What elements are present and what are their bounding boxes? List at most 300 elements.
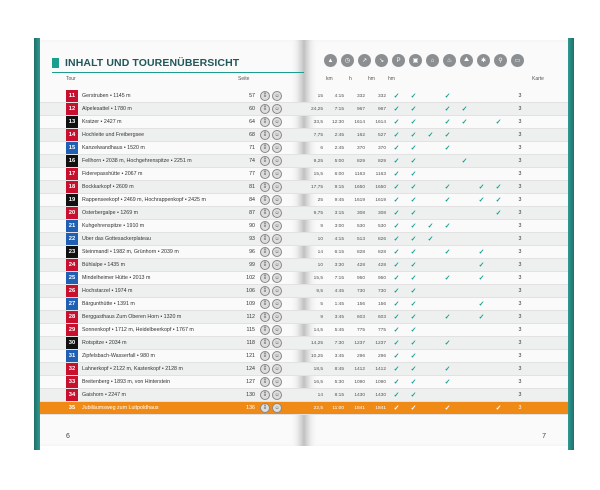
check-icon: ✓ bbox=[495, 210, 502, 217]
tour-stat: 8:45 bbox=[334, 366, 344, 372]
tour-stats-row bbox=[304, 142, 568, 155]
tour-number-badge: 12 bbox=[66, 103, 78, 115]
tour-row[interactable] bbox=[40, 376, 304, 389]
tour-name: Fiderepasshütte • 2067 m bbox=[82, 171, 143, 177]
difficulty-icon: ⁑ bbox=[260, 403, 270, 413]
season-icon: ☺ bbox=[272, 403, 282, 413]
tour-stat: 33,5 bbox=[313, 119, 323, 125]
tour-row[interactable] bbox=[40, 142, 304, 155]
page-title: INHALT UND TOURENÜBERSICHT bbox=[65, 57, 240, 69]
tour-page: 57 bbox=[249, 93, 255, 99]
check-icon: ✓ bbox=[410, 106, 417, 113]
tour-row[interactable] bbox=[40, 233, 304, 246]
tour-stat: 1841 bbox=[375, 405, 386, 411]
tour-number-badge: 31 bbox=[66, 350, 78, 362]
tour-map: 3 bbox=[518, 275, 522, 281]
tour-row[interactable] bbox=[40, 272, 304, 285]
check-icon: ✓ bbox=[393, 106, 400, 113]
tour-row[interactable] bbox=[40, 194, 304, 207]
check-icon: ✓ bbox=[427, 132, 434, 139]
tour-row[interactable] bbox=[40, 168, 304, 181]
tour-stat: 156 bbox=[356, 301, 365, 307]
tour-page: 68 bbox=[249, 132, 255, 138]
tour-stat: 1619 bbox=[375, 197, 386, 203]
tour-row[interactable] bbox=[40, 311, 304, 324]
tour-stats-row bbox=[304, 155, 568, 168]
tour-stats-row bbox=[304, 337, 568, 350]
tour-stat: 370 bbox=[377, 145, 386, 151]
tour-stat: 4:15 bbox=[334, 93, 344, 99]
check-icon: ✓ bbox=[393, 93, 400, 100]
difficulty-icon: ⁑ bbox=[260, 195, 270, 205]
check-icon: ✓ bbox=[393, 184, 400, 191]
check-icon: ✓ bbox=[444, 275, 451, 282]
tour-stat: 9:15 bbox=[334, 184, 344, 190]
tour-stat: 1090 bbox=[375, 379, 386, 385]
tour-map: 3 bbox=[518, 327, 522, 333]
difficulty-icon: ⁑ bbox=[260, 143, 270, 153]
tour-stats-row bbox=[304, 324, 568, 337]
tour-stats-row bbox=[304, 233, 568, 246]
tour-number-badge: 20 bbox=[66, 207, 78, 219]
tour-stat: 3:15 bbox=[334, 210, 344, 216]
tour-name: Jubiläumsweg zum Luitpoldhaus bbox=[82, 405, 159, 411]
tour-stat: 1090 bbox=[354, 379, 365, 385]
check-icon: ✓ bbox=[478, 249, 485, 256]
tour-stat: 7,75 bbox=[313, 132, 323, 138]
check-icon: ✓ bbox=[410, 405, 417, 412]
tour-map: 3 bbox=[518, 353, 522, 359]
tour-stat: 428 bbox=[356, 262, 365, 268]
check-icon: ✓ bbox=[444, 249, 451, 256]
tour-page: 121 bbox=[246, 353, 255, 359]
tour-stats-row bbox=[304, 376, 568, 389]
tour-number-badge: 19 bbox=[66, 194, 78, 206]
difficulty-icon: ⁑ bbox=[260, 260, 270, 270]
tour-stats-row bbox=[304, 168, 568, 181]
tour-stat: 3:45 bbox=[334, 353, 344, 359]
tour-map: 3 bbox=[518, 379, 522, 385]
tour-stat: 2:45 bbox=[334, 145, 344, 151]
tour-stat: 2:45 bbox=[334, 132, 344, 138]
tour-stat: 950 bbox=[356, 275, 365, 281]
tour-row[interactable] bbox=[40, 389, 304, 402]
check-icon: ✓ bbox=[410, 145, 417, 152]
tour-stats-row bbox=[304, 259, 568, 272]
check-icon: ✓ bbox=[393, 171, 400, 178]
tour-number-badge: 33 bbox=[66, 376, 78, 388]
check-icon: ✓ bbox=[393, 405, 400, 412]
tour-map: 3 bbox=[518, 145, 522, 151]
tour-name: Alpelesattel • 1780 m bbox=[82, 106, 132, 112]
tour-stat: 829 bbox=[356, 158, 365, 164]
difficulty-icon: ⁑ bbox=[260, 351, 270, 361]
check-icon: ✓ bbox=[444, 223, 451, 230]
difficulty-icon: ⁑ bbox=[260, 104, 270, 114]
tour-row[interactable] bbox=[40, 103, 304, 116]
season-icon: ☺ bbox=[272, 143, 282, 153]
tour-stat: 5:00 bbox=[334, 158, 344, 164]
tour-stat: 296 bbox=[377, 353, 386, 359]
tour-stat: 14,5 bbox=[313, 327, 323, 333]
col-h-header: h bbox=[349, 76, 352, 82]
tour-stat: 730 bbox=[377, 288, 386, 294]
tour-stat: 428 bbox=[377, 262, 386, 268]
tour-name: Berggasthaus Zum Oberen Horn • 1320 m bbox=[82, 314, 182, 320]
season-icon: ☺ bbox=[272, 260, 282, 270]
tour-map: 3 bbox=[518, 197, 522, 203]
tour-stat: 7:15 bbox=[334, 106, 344, 112]
check-icon: ✓ bbox=[393, 249, 400, 256]
tour-stat: 15,5 bbox=[313, 275, 323, 281]
check-icon: ✓ bbox=[461, 106, 468, 113]
check-icon: ✓ bbox=[444, 145, 451, 152]
tour-number-badge: 24 bbox=[66, 259, 78, 271]
tour-name: Mindelheimer Hütte • 2013 m bbox=[82, 275, 151, 281]
tour-stat: 730 bbox=[356, 288, 365, 294]
check-icon: ✓ bbox=[393, 366, 400, 373]
tour-page: 109 bbox=[246, 301, 255, 307]
difficulty-icon: ⁑ bbox=[260, 390, 270, 400]
difficulty-icon: ⁑ bbox=[260, 273, 270, 283]
tour-page: 96 bbox=[249, 249, 255, 255]
check-icon: ✓ bbox=[495, 119, 502, 126]
tour-page: 106 bbox=[246, 288, 255, 294]
tour-row[interactable] bbox=[40, 129, 304, 142]
difficulty-icon: ⁑ bbox=[260, 234, 270, 244]
tour-name: Fellhorn • 2038 m, Hochgehrenspitze • 2251 m bbox=[82, 158, 192, 164]
tour-stat: 5:45 bbox=[334, 327, 344, 333]
check-icon: ✓ bbox=[444, 379, 451, 386]
check-icon: ✓ bbox=[410, 223, 417, 230]
tour-stat: 1237 bbox=[354, 340, 365, 346]
check-icon: ✓ bbox=[410, 184, 417, 191]
tour-map: 3 bbox=[518, 262, 522, 268]
tour-stat: 308 bbox=[356, 210, 365, 216]
tour-map: 3 bbox=[518, 210, 522, 216]
right-page bbox=[304, 40, 568, 446]
tour-stats-row bbox=[304, 207, 568, 220]
tour-number-badge: 23 bbox=[66, 246, 78, 258]
tour-map: 3 bbox=[518, 314, 522, 320]
check-icon: ✓ bbox=[410, 314, 417, 321]
tour-map: 3 bbox=[518, 405, 522, 411]
tour-stat: 25 bbox=[317, 197, 323, 203]
tour-map: 3 bbox=[518, 119, 522, 125]
page-number-right: 7 bbox=[542, 433, 546, 440]
tour-stat: 15 bbox=[317, 93, 323, 99]
tour-page: 84 bbox=[249, 197, 255, 203]
tour-row[interactable] bbox=[40, 324, 304, 337]
tour-stat: 967 bbox=[377, 106, 386, 112]
tour-page: 87 bbox=[249, 210, 255, 216]
tour-name: Über das Gottesackerplateau bbox=[82, 236, 151, 242]
difficulty-icon: ⁑ bbox=[260, 377, 270, 387]
tour-stat: 9,75 bbox=[313, 210, 323, 216]
tour-row[interactable] bbox=[40, 350, 304, 363]
tour-stat: 1430 bbox=[354, 392, 365, 398]
check-icon: ✓ bbox=[444, 184, 451, 191]
bus-icon: ▣ bbox=[409, 54, 422, 67]
check-icon: ✓ bbox=[410, 210, 417, 217]
tour-number-badge: 26 bbox=[66, 285, 78, 297]
section-heading bbox=[52, 57, 239, 69]
difficulty-icon: ⁑ bbox=[260, 130, 270, 140]
tour-page: 99 bbox=[249, 262, 255, 268]
difficulty-icon: ⁑ bbox=[260, 182, 270, 192]
tour-stats-row bbox=[304, 246, 568, 259]
season-icon: ☺ bbox=[272, 286, 282, 296]
tour-row[interactable] bbox=[40, 298, 304, 311]
check-icon: ✓ bbox=[410, 275, 417, 282]
snow-icon: ✱ bbox=[477, 54, 490, 67]
tour-row[interactable] bbox=[40, 285, 304, 298]
check-icon: ✓ bbox=[410, 366, 417, 373]
check-icon: ✓ bbox=[495, 405, 502, 412]
tour-stat: 18,5 bbox=[313, 366, 323, 372]
check-icon: ✓ bbox=[393, 275, 400, 282]
tour-stat: 3:00 bbox=[334, 223, 344, 229]
tour-row[interactable] bbox=[40, 402, 304, 415]
check-icon: ✓ bbox=[461, 158, 468, 165]
season-icon: ☺ bbox=[272, 338, 282, 348]
season-icon: ☺ bbox=[272, 377, 282, 387]
check-icon: ✓ bbox=[495, 197, 502, 204]
tour-stat: 603 bbox=[377, 314, 386, 320]
tour-stat: 1412 bbox=[354, 366, 365, 372]
tour-map: 3 bbox=[518, 366, 522, 372]
tour-row[interactable] bbox=[40, 116, 304, 129]
tour-stat: 14 bbox=[317, 392, 323, 398]
check-icon: ✓ bbox=[495, 184, 502, 191]
tour-stat: 1:45 bbox=[334, 301, 344, 307]
tour-page: 118 bbox=[246, 340, 255, 346]
tour-page: 93 bbox=[249, 236, 255, 242]
check-icon: ✓ bbox=[393, 301, 400, 308]
tour-stat: 828 bbox=[356, 249, 365, 255]
tour-stat: 4:45 bbox=[334, 288, 344, 294]
check-icon: ✓ bbox=[393, 158, 400, 165]
tour-number-badge: 27 bbox=[66, 298, 78, 310]
tour-stat: 530 bbox=[356, 223, 365, 229]
tour-stat: 7:30 bbox=[334, 340, 344, 346]
difficulty-icon: ⁑ bbox=[260, 364, 270, 374]
tour-row[interactable] bbox=[40, 363, 304, 376]
check-icon: ✓ bbox=[444, 340, 451, 347]
tour-stat: 10 bbox=[317, 236, 323, 242]
season-icon: ☺ bbox=[272, 182, 282, 192]
tour-stat: 1614 bbox=[354, 119, 365, 125]
check-icon: ✓ bbox=[410, 353, 417, 360]
heading-marker bbox=[52, 58, 59, 68]
tour-row[interactable] bbox=[40, 337, 304, 350]
check-icon: ✓ bbox=[410, 197, 417, 204]
check-icon: ✓ bbox=[427, 223, 434, 230]
check-icon: ✓ bbox=[393, 392, 400, 399]
tour-stat: 15,5 bbox=[313, 171, 323, 177]
check-icon: ✓ bbox=[410, 392, 417, 399]
tour-stat: 9:45 bbox=[334, 197, 344, 203]
check-icon: ✓ bbox=[478, 301, 485, 308]
tour-stat: 513 bbox=[356, 236, 365, 242]
season-icon: ☺ bbox=[272, 156, 282, 166]
tour-name: Rotspitze • 2034 m bbox=[82, 340, 127, 346]
check-icon: ✓ bbox=[410, 327, 417, 334]
tour-name: Kratzer • 2427 m bbox=[82, 119, 122, 125]
tour-name: Zipfelsbach-Wasserfall • 980 m bbox=[82, 353, 155, 359]
check-icon: ✓ bbox=[393, 145, 400, 152]
tour-name: Bühlalpe • 1435 m bbox=[82, 262, 126, 268]
difficulty-icon: ⁑ bbox=[260, 247, 270, 257]
tour-number-badge: 29 bbox=[66, 324, 78, 336]
tour-stat: 1841 bbox=[354, 405, 365, 411]
tour-stats-row bbox=[304, 285, 568, 298]
check-icon: ✓ bbox=[410, 379, 417, 386]
tour-page: 71 bbox=[249, 145, 255, 151]
season-icon: ☺ bbox=[272, 364, 282, 374]
tour-name: Osterbergalpe • 1269 m bbox=[82, 210, 139, 216]
tour-stat: 5:30 bbox=[334, 379, 344, 385]
tour-stats-row bbox=[304, 220, 568, 233]
tour-stat: 370 bbox=[356, 145, 365, 151]
season-icon: ☺ bbox=[272, 273, 282, 283]
tour-number-badge: 18 bbox=[66, 181, 78, 193]
check-icon: ✓ bbox=[478, 262, 485, 269]
icon-legend-row bbox=[324, 54, 524, 67]
tour-row[interactable] bbox=[40, 246, 304, 259]
tour-map: 3 bbox=[518, 223, 522, 229]
tour-stat: 1430 bbox=[375, 392, 386, 398]
difficulty-icon: ⁑ bbox=[260, 169, 270, 179]
tour-number-badge: 30 bbox=[66, 337, 78, 349]
season-icon: ☺ bbox=[272, 247, 282, 257]
tour-stat: 10,25 bbox=[310, 353, 323, 359]
difficulty-icon: ⁑ bbox=[260, 312, 270, 322]
car-icon: ▭ bbox=[511, 54, 524, 67]
tour-name: Bockkarkopf • 2609 m bbox=[82, 184, 134, 190]
tour-map: 3 bbox=[518, 106, 522, 112]
difficulty-icon: ⁑ bbox=[260, 208, 270, 218]
check-icon: ✓ bbox=[444, 93, 451, 100]
tour-map: 3 bbox=[518, 236, 522, 242]
tour-map: 3 bbox=[518, 392, 522, 398]
tour-name: Bärgunthütte • 1391 m bbox=[82, 301, 135, 307]
difficulty-icon: ⁑ bbox=[260, 338, 270, 348]
check-icon: ✓ bbox=[427, 236, 434, 243]
hut-icon: ⌂ bbox=[426, 54, 439, 67]
tour-stat: 162 bbox=[356, 132, 365, 138]
season-icon: ☺ bbox=[272, 130, 282, 140]
check-icon: ✓ bbox=[444, 132, 451, 139]
tour-stat: 332 bbox=[356, 93, 365, 99]
check-icon: ✓ bbox=[393, 327, 400, 334]
check-icon: ✓ bbox=[410, 340, 417, 347]
summit-icon: ⛰ bbox=[460, 54, 473, 67]
tour-stat: 10 bbox=[317, 262, 323, 268]
tour-number-badge: 21 bbox=[66, 220, 78, 232]
check-icon: ✓ bbox=[410, 158, 417, 165]
tour-stat: 1163 bbox=[375, 171, 386, 177]
col-tour-header: Tour bbox=[66, 76, 76, 82]
tour-page: 77 bbox=[249, 171, 255, 177]
tour-number-badge: 17 bbox=[66, 168, 78, 180]
tour-name: Hochstarzel • 1974 m bbox=[82, 288, 133, 294]
tour-number-badge: 32 bbox=[66, 363, 78, 375]
difficulty-icon: ⁑ bbox=[260, 299, 270, 309]
tour-stats-row bbox=[304, 402, 568, 415]
check-icon: ✓ bbox=[410, 93, 417, 100]
tour-page: 130 bbox=[246, 392, 255, 398]
tour-number-badge: 13 bbox=[66, 116, 78, 128]
tour-stat: 967 bbox=[356, 106, 365, 112]
tour-page: 81 bbox=[249, 184, 255, 190]
tour-row[interactable] bbox=[40, 220, 304, 233]
page-number-left: 6 bbox=[66, 433, 70, 440]
tour-stat: 308 bbox=[377, 210, 386, 216]
season-icon: ☺ bbox=[272, 195, 282, 205]
tour-list-right bbox=[304, 90, 568, 415]
tour-stat: 4:15 bbox=[334, 236, 344, 242]
tour-stats-row bbox=[304, 363, 568, 376]
difficulty-icon: ⁑ bbox=[260, 221, 270, 231]
tour-stat: 7:15 bbox=[334, 275, 344, 281]
tour-row[interactable] bbox=[40, 207, 304, 220]
tour-stat: 9,25 bbox=[313, 158, 323, 164]
tour-stats-row bbox=[304, 194, 568, 207]
tour-row[interactable] bbox=[40, 155, 304, 168]
season-icon: ☺ bbox=[272, 390, 282, 400]
tour-stats-row bbox=[304, 90, 568, 103]
tour-stat: 775 bbox=[356, 327, 365, 333]
tour-number-badge: 25 bbox=[66, 272, 78, 284]
tour-map: 3 bbox=[518, 301, 522, 307]
tour-number-badge: 22 bbox=[66, 233, 78, 245]
check-icon: ✓ bbox=[410, 236, 417, 243]
tour-stat: 5 bbox=[320, 301, 323, 307]
season-icon: ☺ bbox=[272, 169, 282, 179]
tour-stats-row bbox=[304, 181, 568, 194]
tour-row[interactable] bbox=[40, 90, 304, 103]
clock-icon: ◷ bbox=[341, 54, 354, 67]
tour-stat: 14 bbox=[317, 249, 323, 255]
check-icon: ✓ bbox=[410, 132, 417, 139]
tour-name: Gerstruben • 1145 m bbox=[82, 93, 131, 99]
parking-icon: P bbox=[392, 54, 405, 67]
tour-number-badge: 35 bbox=[66, 402, 78, 414]
season-icon: ☺ bbox=[272, 325, 282, 335]
tour-stat: 1614 bbox=[375, 119, 386, 125]
check-icon: ✓ bbox=[393, 353, 400, 360]
tour-stat: 8:15 bbox=[334, 392, 344, 398]
check-icon: ✓ bbox=[461, 119, 468, 126]
tour-name: Kanzelwandhaus • 1520 m bbox=[82, 145, 145, 151]
tour-name: Breitenberg • 1893 m, von Hinterstein bbox=[82, 379, 171, 385]
tour-stats-row bbox=[304, 350, 568, 363]
tour-name: Gaishorn • 2247 m bbox=[82, 392, 126, 398]
check-icon: ✓ bbox=[410, 249, 417, 256]
tour-page: 102 bbox=[246, 275, 255, 281]
tour-stat: 3:30 bbox=[334, 262, 344, 268]
tour-stat: 1650 bbox=[375, 184, 386, 190]
heading-rule bbox=[52, 72, 304, 73]
tour-stat: 11:00 bbox=[332, 405, 344, 411]
tour-page: 124 bbox=[246, 366, 255, 372]
tour-stat: 1163 bbox=[354, 171, 365, 177]
col-map-header: Karte bbox=[532, 76, 544, 82]
tour-row[interactable] bbox=[40, 181, 304, 194]
tour-row[interactable] bbox=[40, 259, 304, 272]
check-icon: ✓ bbox=[444, 197, 451, 204]
